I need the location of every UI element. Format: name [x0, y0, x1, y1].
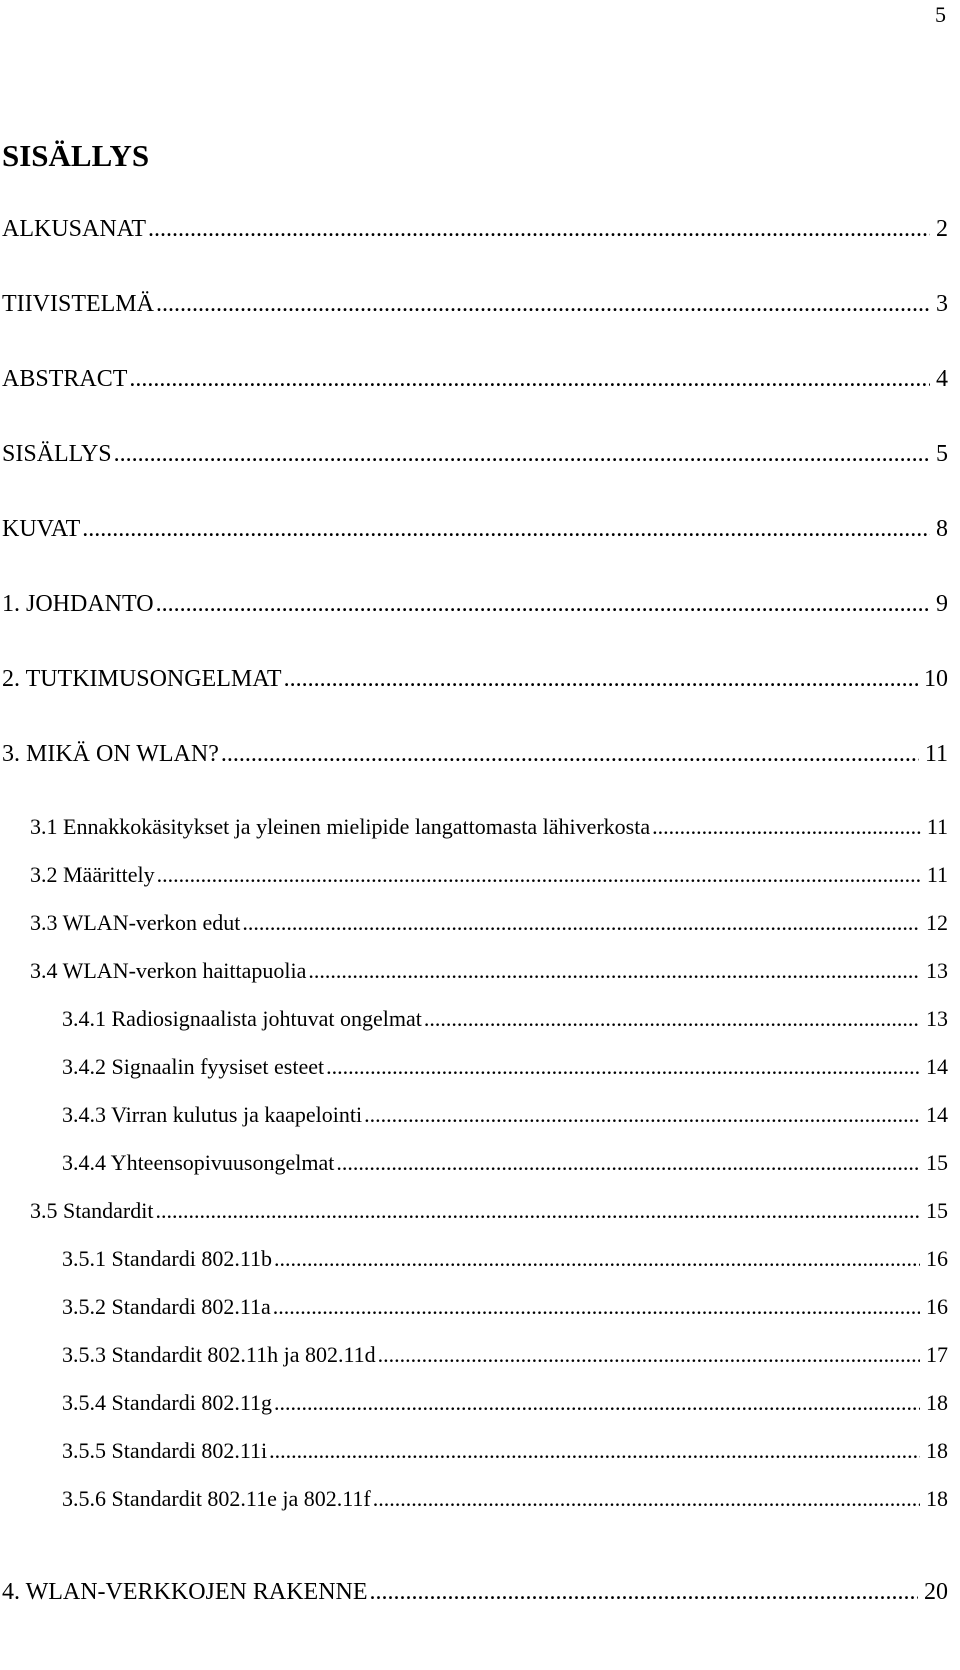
toc-entry [62, 1150, 948, 1180]
toc-leader-dots [273, 1294, 920, 1320]
toc-leader-dots [652, 814, 921, 840]
toc-entry-title: KUVAT [2, 516, 81, 542]
toc-entry [62, 1342, 948, 1372]
toc-entry [2, 216, 948, 248]
toc-entry-page: 18 [926, 1390, 948, 1415]
toc-leader-dots [221, 741, 919, 768]
toc-entry-title: 3.2 Määrittely [30, 862, 155, 887]
toc-entry-title: 4. WLAN-VERKKOJEN RAKENNE [2, 1579, 368, 1605]
toc-leader-dots [370, 1579, 918, 1606]
toc-entry-title: 3.4.1 Radiosignaalista johtuvat ongelmat [62, 1006, 422, 1031]
toc-entry [62, 1294, 948, 1324]
toc-entry-title: 3.5.2 Standardi 802.11a [62, 1294, 271, 1319]
toc-entry [62, 1054, 948, 1084]
toc-entry [62, 1486, 948, 1516]
toc-entry [62, 1438, 948, 1468]
toc-entry-page: 20 [924, 1579, 948, 1605]
toc-entry-title: 3. MIKÄ ON WLAN? [2, 741, 219, 767]
toc-entry [30, 862, 948, 892]
toc-entry-page: 11 [926, 862, 948, 887]
toc-leader-dots [148, 216, 930, 243]
toc-entry [62, 1246, 948, 1276]
toc-entry-page: 14 [926, 1054, 948, 1079]
toc-entry [30, 958, 948, 988]
toc-entry-page: 18 [926, 1486, 948, 1511]
toc-entry-title: ABSTRACT [2, 366, 128, 392]
toc-entry-title: SISÄLLYS [2, 441, 112, 467]
toc-leader-dots [336, 1150, 920, 1176]
toc-entry-page: 11 [926, 814, 948, 839]
toc-entry [2, 666, 948, 698]
toc-entry-title: 1. JOHDANTO [2, 591, 154, 617]
toc-entry-page: 12 [926, 910, 948, 935]
toc-entry [62, 1390, 948, 1420]
toc-entry-title: 2. TUTKIMUSONGELMAT [2, 666, 282, 692]
toc-entry-title: 3.4.2 Signaalin fyysiset esteet [62, 1054, 325, 1079]
toc-leader-dots [156, 291, 930, 318]
toc-entry-page: 16 [926, 1294, 948, 1319]
toc-leader-dots [242, 910, 920, 936]
toc-leader-dots [424, 1006, 920, 1032]
toc-entry-page: 15 [926, 1198, 948, 1223]
toc-entry [30, 1198, 948, 1228]
toc-entry-title: 3.5.4 Standardi 802.11g [62, 1390, 272, 1415]
toc-entry-page: 13 [926, 1006, 948, 1031]
toc-entry [2, 1579, 948, 1611]
toc-entry-page: 4 [936, 366, 948, 392]
page-title: SISÄLLYS [2, 138, 150, 173]
toc-entry [2, 291, 948, 323]
toc-entry-page: 11 [924, 741, 948, 767]
toc-leader-dots [373, 1486, 920, 1512]
toc-leader-dots [155, 1198, 920, 1224]
toc-entry [62, 1102, 948, 1132]
toc-leader-dots [378, 1342, 920, 1368]
toc-entry-title: 3.4.4 Yhteensopivuusongelmat [62, 1150, 335, 1175]
toc-entry-title: 3.5.5 Standardi 802.11i [62, 1438, 268, 1463]
toc-entry-page: 9 [936, 591, 948, 617]
toc-entry [2, 741, 948, 773]
toc-entry-page: 13 [926, 958, 948, 983]
toc-entry [2, 366, 948, 398]
toc-entry-page: 3 [936, 291, 948, 317]
toc-entry-title: 3.5.3 Standardit 802.11h ja 802.11d [62, 1342, 376, 1367]
toc-entry-page: 18 [926, 1438, 948, 1463]
toc-leader-dots [274, 1390, 920, 1416]
toc-leader-dots [284, 666, 918, 693]
toc-entry [30, 910, 948, 940]
toc-entry-page: 10 [924, 666, 948, 692]
toc-entry-title: 3.4.3 Virran kulutus ja kaapelointi [62, 1102, 363, 1127]
toc-leader-dots [82, 516, 930, 543]
toc-entry-title: 3.3 WLAN-verkon edut [30, 910, 241, 935]
toc-entry-page: 17 [926, 1342, 948, 1367]
toc-entry [2, 591, 948, 623]
toc-entry [2, 516, 948, 548]
toc-entry-title: 3.5 Standardit [30, 1198, 154, 1223]
page-number: 5 [935, 2, 946, 27]
toc-leader-dots [269, 1438, 920, 1464]
toc-entry-page: 2 [936, 216, 948, 242]
toc-entry-title: TIIVISTELMÄ [2, 291, 154, 317]
toc-entry-title: 3.1 Ennakkokäsitykset ja yleinen mielipide langattomasta lähiverkosta [30, 814, 651, 839]
toc-leader-dots [157, 862, 921, 888]
toc-entry-page: 15 [926, 1150, 948, 1175]
toc-leader-dots [274, 1246, 920, 1272]
toc-leader-dots [308, 958, 920, 984]
toc-leader-dots [114, 441, 930, 468]
toc-entry-title: 3.5.1 Standardi 802.11b [62, 1246, 272, 1271]
toc-entry-page: 5 [936, 441, 948, 467]
toc-entry-page: 8 [936, 516, 948, 542]
toc-entry [30, 814, 948, 844]
toc-entry [62, 1006, 948, 1036]
toc-entry-title: ALKUSANAT [2, 216, 146, 242]
toc-leader-dots [326, 1054, 920, 1080]
toc-entry [2, 441, 948, 473]
toc-entry-title: 3.4 WLAN-verkon haittapuolia [30, 958, 307, 983]
toc-entry-title: 3.5.6 Standardit 802.11e ja 802.11f [62, 1486, 371, 1511]
toc-entry-page: 14 [926, 1102, 948, 1127]
toc-leader-dots [364, 1102, 920, 1128]
toc-leader-dots [156, 591, 930, 618]
toc-leader-dots [129, 366, 930, 393]
toc-entry-page: 16 [926, 1246, 948, 1271]
